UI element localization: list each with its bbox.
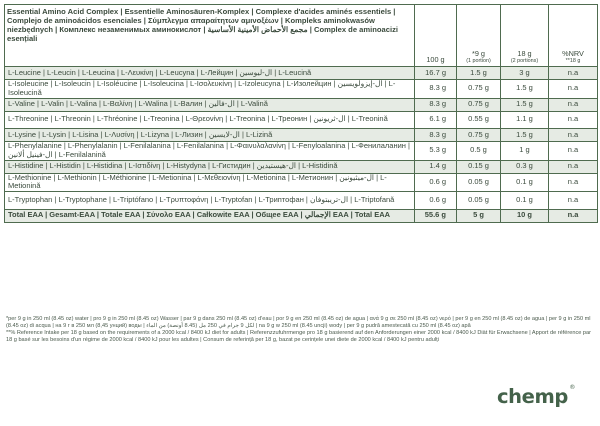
registered-mark: ® <box>569 384 575 391</box>
value-nrv: n.a <box>549 111 598 129</box>
value-9g: 0.75 g <box>457 98 501 111</box>
amino-name: L-Lysine | L-Lysin | L-Lisina | L-Λυσίνη | L-Lizyna | L-Лизин | ال-لايسين | L-Lizină <box>5 129 415 142</box>
total-9g: 5 g <box>457 209 501 222</box>
value-18g: 1.5 g <box>501 98 549 111</box>
table-row-methionine <box>5 173 598 192</box>
total-name: Total EAA | Gesamt-EAA | Totale EAA | Σύνολο EAA | Całkowite EAA | Общее EAA | الإجمالي EAA | Total EAA <box>5 209 415 222</box>
value-100g: 1.4 g <box>415 160 457 173</box>
total-nrv: n.a <box>549 209 598 222</box>
value-9g: 0.75 g <box>457 129 501 142</box>
value-100g: 16.7 g <box>415 67 457 80</box>
value-100g: 0.6 g <box>415 173 457 192</box>
table-row-threonine <box>5 111 598 129</box>
value-18g: 3 g <box>501 67 549 80</box>
total-18g: 10 g <box>501 209 549 222</box>
header-nrv: %NRV **18 g <box>549 5 598 67</box>
header-9g: *9 g (1 portion) <box>457 5 501 67</box>
value-100g: 6.1 g <box>415 111 457 129</box>
value-9g: 0.05 g <box>457 192 501 210</box>
table-header-row <box>5 5 598 67</box>
value-9g: 0.75 g <box>457 80 501 99</box>
value-9g: 0.55 g <box>457 111 501 129</box>
value-nrv: n.a <box>549 129 598 142</box>
nutrition-table <box>4 4 598 223</box>
footnotes <box>6 316 594 344</box>
value-nrv: n.a <box>549 67 598 80</box>
value-18g: 0.1 g <box>501 173 549 192</box>
amino-name: L-Leucine | L-Leucin | L-Leucina | L-Λευκίνη | L-Leucyna | L-Лейцин | ال-ليوسين | L-Leucină <box>5 67 415 80</box>
value-nrv: n.a <box>549 173 598 192</box>
value-18g: 1.5 g <box>501 129 549 142</box>
table-row-valine <box>5 98 598 111</box>
value-nrv: n.a <box>549 142 598 161</box>
table-title: Essential Amino Acid Complex | Essentielle Aminosäuren-Komplex | Complexe d'acides aminés essentiels | Complejo de aminoácidos esenciales | Σύμπλεγμα απαραίτητων αμινοξέων | Kompleks aminokwasów niezbędnych | Комплекс незаменимых аминокислот | مجمع الأحماض الأمينية الأساسية | Complex de aminoacizi esențiali <box>5 5 415 67</box>
value-100g: 8.3 g <box>415 98 457 111</box>
header-nrv-sub: **18 g <box>565 58 581 64</box>
header-18g: 18 g (2 portions) <box>501 5 549 67</box>
value-18g: 1 g <box>501 142 549 161</box>
amino-name: L-Isoleucine | L-Isoleucin | L-Isoléucine | L-Isoleucina | L-Ισολευκίνη | L-Izoleucyna | L-Изолейцин | ال-إيزولويسين | L-Isoleucină <box>5 80 415 99</box>
brand-logo <box>497 384 575 408</box>
header-100g: 100 g <box>415 5 457 67</box>
amino-name: L-Methionine | L-Methionin | L-Méthionine | L-Metionina | L-Μεθειονίνη | L-Metionina | L-Метионин | ال-ميثيونين | L-Metionină <box>5 173 415 192</box>
amino-name: L-Phenylalanine | L-Phenylalanin | L-Fenilalanina | L-Fenilalanina | L-Φαινυλαλανίνη | L-Fenyloalanina | L-Фенилаланин | ال-فينيل ألانين | L-Fenilalanină <box>5 142 415 161</box>
header-9g-sub: (1 portion) <box>466 58 491 64</box>
table-row-leucine <box>5 67 598 80</box>
value-nrv: n.a <box>549 98 598 111</box>
table-row-histidine <box>5 160 598 173</box>
amino-name: L-Valine | L-Valin | L-Valina | L-Βαλίνη | L-Walina | L-Валин | ال-فالين | L-Valină <box>5 98 415 111</box>
total-100g: 55.6 g <box>415 209 457 222</box>
footnote-serving: *per 9 g in 250 ml (8.45 oz) water | pro 9 g in 250 ml (8.45 oz) Wasser | par 9 g dans 250 ml (8.45 oz) d'eau | por 9 g en 250 ml (8.45 oz) de agua | ανά 9 g σε 250 ml (8.45 oz) νερό | per 9 g en 250 ml (8.45 oz) de agua | per 9 g in 250 ml (8.45 oz) di acqua | на 9 г в 250 мл (8,45 унций) воды | لكل 9 جرام في 250 مل (8.45 أونصة) من الماء | na 9 g w 250 ml (8.45 uncji) wody | per 9 g pudră amestecată cu 250 ml (8.45 oz) apă <box>6 316 591 330</box>
value-nrv: n.a <box>549 192 598 210</box>
amino-name: L-Tryptophan | L-Tryptophane | L-Triptófano | L-Τρυπτοφάνη | L-Tryptofan | L-Триптофан | ال-تريبتوفان | L-Triptofană <box>5 192 415 210</box>
value-18g: 0.1 g <box>501 192 549 210</box>
value-nrv: n.a <box>549 160 598 173</box>
value-9g: 0.05 g <box>457 173 501 192</box>
header-18g-sub: (2 portions) <box>510 58 539 64</box>
value-100g: 5.3 g <box>415 142 457 161</box>
table-row-isoleucine <box>5 80 598 99</box>
table-row-tryptophan <box>5 192 598 210</box>
value-9g: 0.5 g <box>457 142 501 161</box>
table-row-phenylalanine <box>5 142 598 161</box>
table-row-lysine <box>5 129 598 142</box>
brand-wordmark: chemp <box>497 385 568 408</box>
amino-name: L-Histidine | L-Histidin | L-Histidina | L-Ιστιδίνη | L-Histydyna | L-Гистидин | ال-هيستيدين | L-Histidină <box>5 160 415 173</box>
value-nrv: n.a <box>549 80 598 99</box>
value-18g: 1.1 g <box>501 111 549 129</box>
amino-name: L-Threonine | L-Threonin | L-Thréonine | L-Treonina | L-Θρεονίνη | L-Treonina | L-Треонин | ال-ثريونين | L-Treonină <box>5 111 415 129</box>
value-100g: 8.3 g <box>415 80 457 99</box>
footnote-reference: **% Reference Intake per 18 g based on the requirements of a 2000 kcal / 8400 kJ diet for adults | Referenzzufuhrmenge pro 18 g basierend auf den Anforderungen einer 2000 kcal / 8400 kJ Diät für Erwachsene | Apport de référence par 18 g basé sur les besoins d'un régime de 2000 kcal / 8400 kJ pour les adultes | Consum de referință per 18 g, bazat pe cerințele unei diete de 2000 kcal / 8400 kJ pentru adulți <box>6 330 592 344</box>
value-9g: 1.5 g <box>457 67 501 80</box>
table-row-total <box>5 209 598 222</box>
value-100g: 8.3 g <box>415 129 457 142</box>
value-18g: 0.3 g <box>501 160 549 173</box>
value-100g: 0.6 g <box>415 192 457 210</box>
value-9g: 0.15 g <box>457 160 501 173</box>
value-18g: 1.5 g <box>501 80 549 99</box>
